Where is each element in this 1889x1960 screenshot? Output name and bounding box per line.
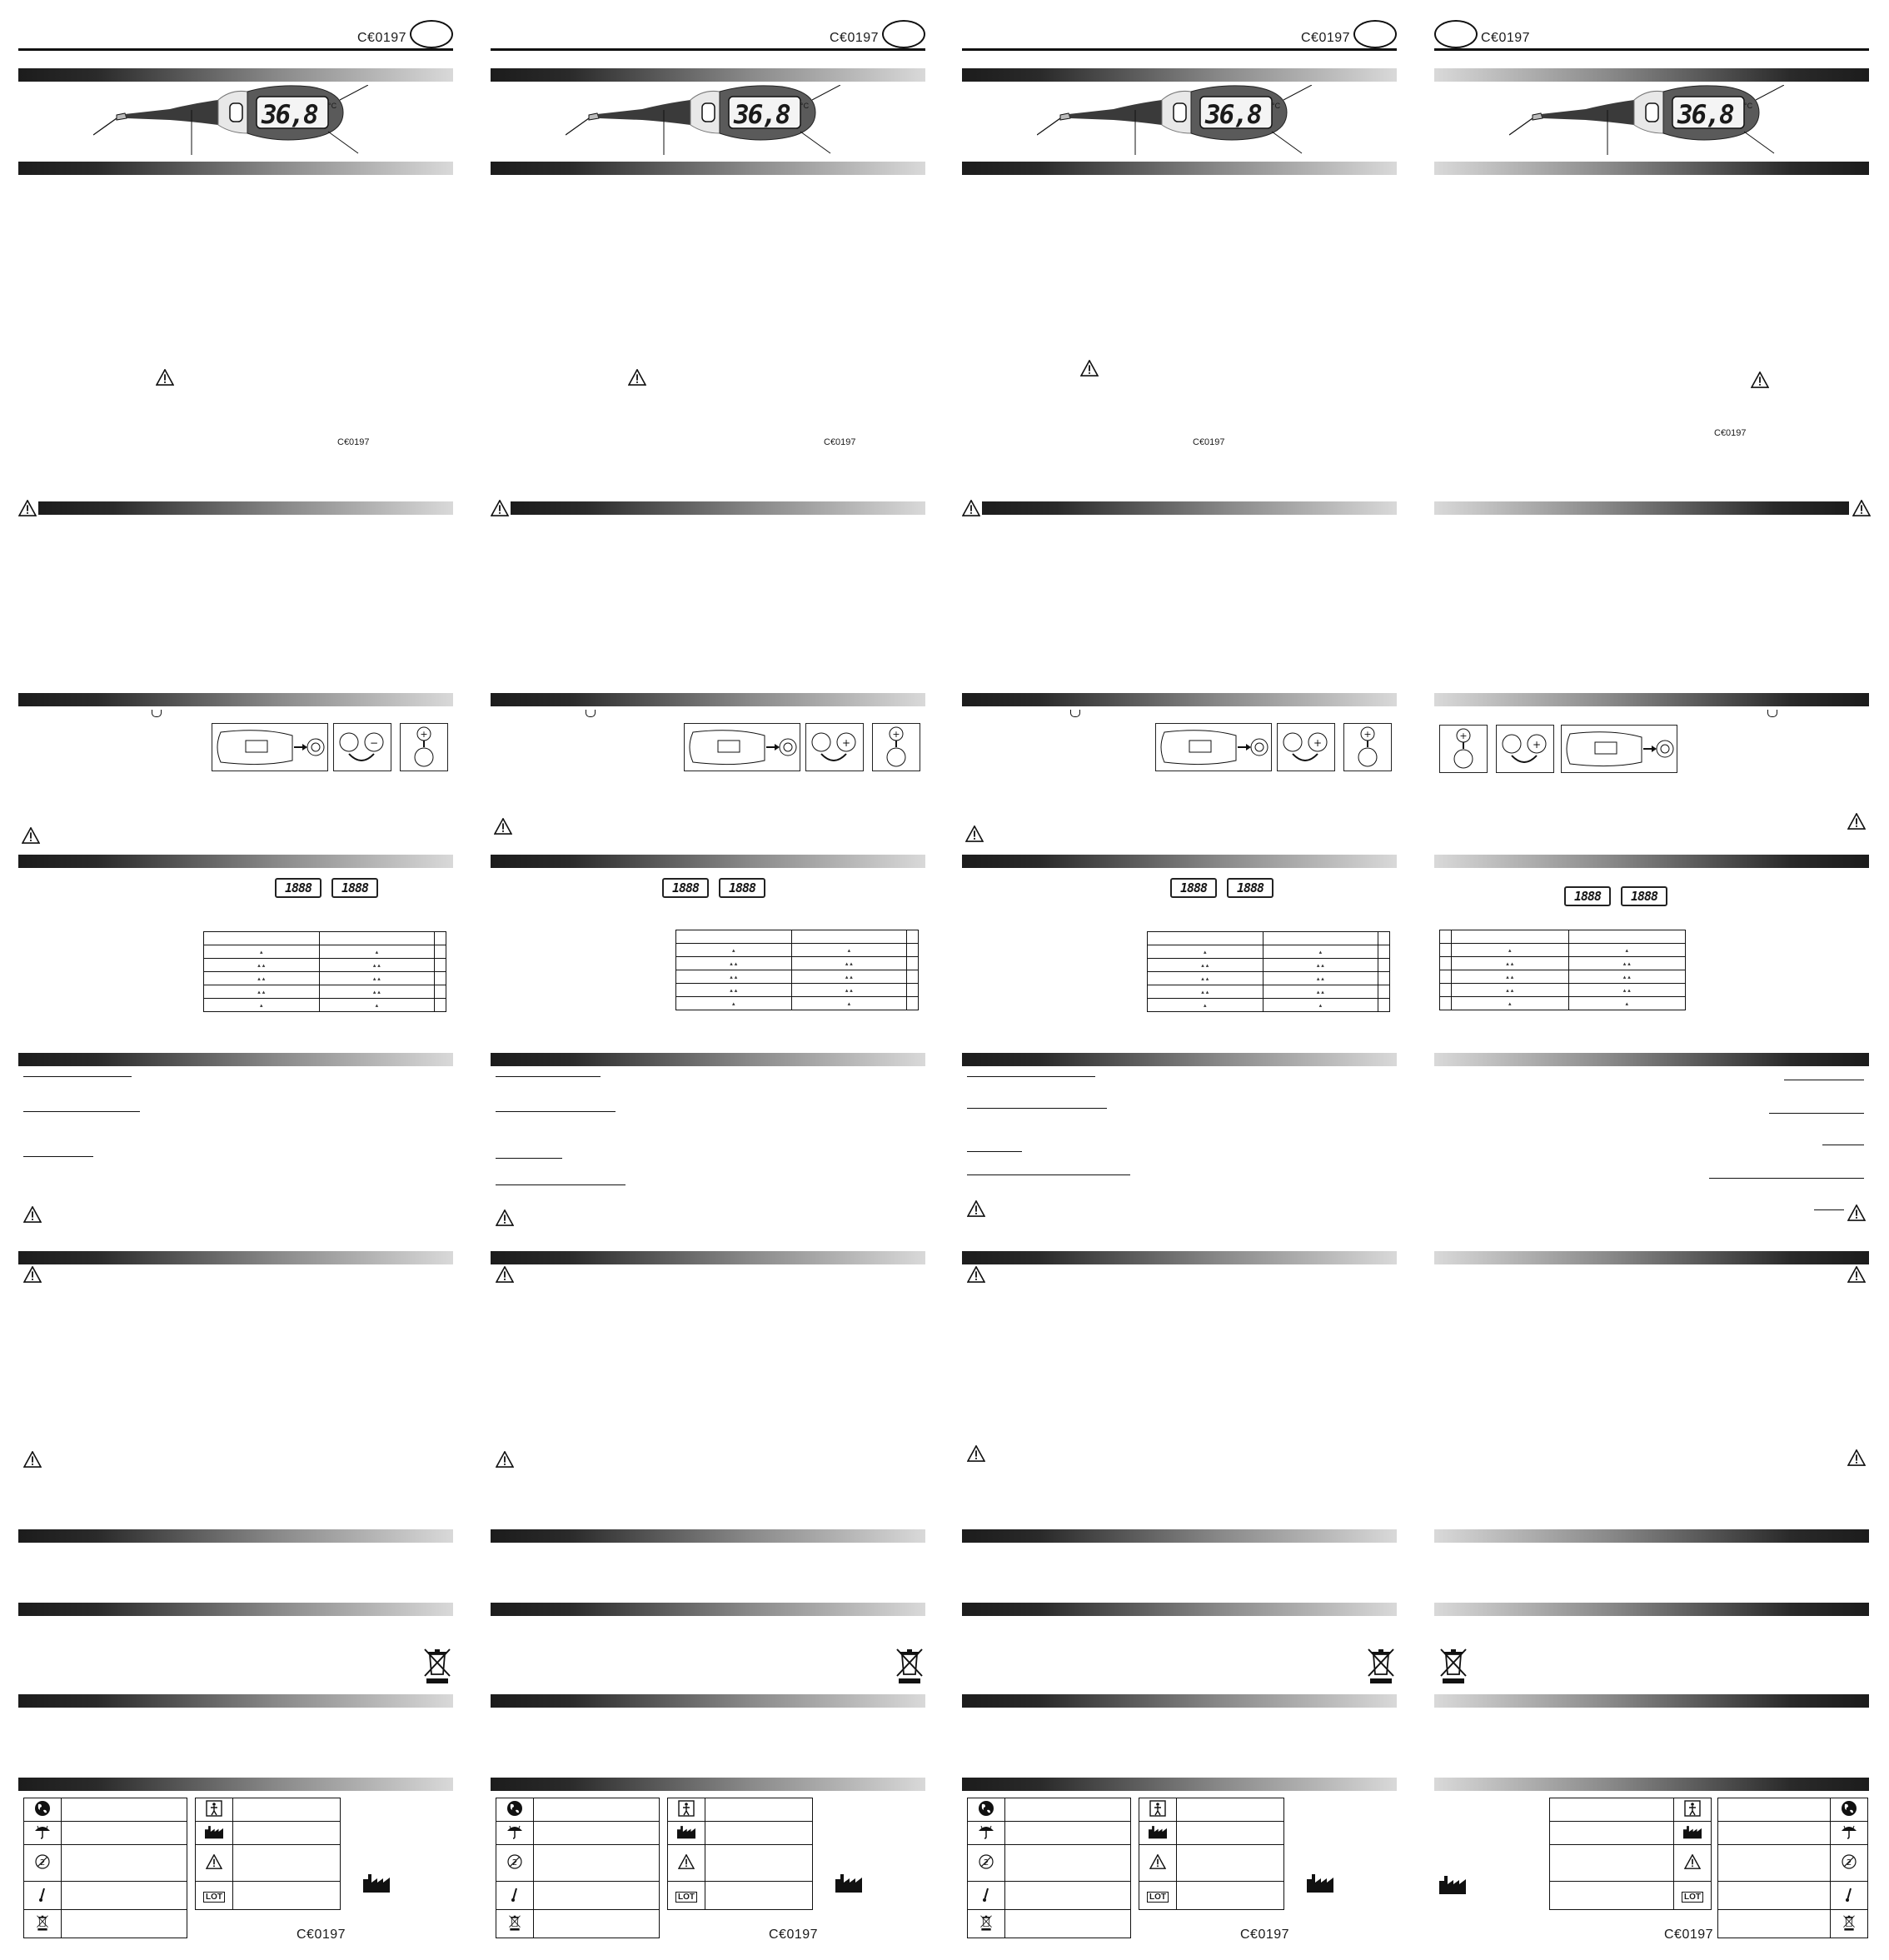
thermometer-icon bbox=[34, 1886, 51, 1903]
svg-text:+: + bbox=[1313, 737, 1323, 749]
no-reuse-icon bbox=[34, 1853, 51, 1870]
svg-text:−: − bbox=[369, 737, 379, 749]
warning-icon bbox=[1847, 1449, 1866, 1466]
bf-applied-part-icon bbox=[1684, 1800, 1701, 1817]
battery-diagram-open bbox=[212, 723, 328, 771]
ce-mark-small: C€0197 bbox=[1193, 437, 1225, 447]
ce-mark: C€0197 bbox=[769, 1928, 819, 1942]
measurement-time-table: ▴ ▴ ▴ ▴ ▴ ▴ ▴ ▴ ▴ ▴ ▴ ▴ ▴ ▴ ▴ ▴ bbox=[1439, 930, 1686, 1010]
lcd-segment-test: 1888 bbox=[719, 878, 765, 898]
underlined-heading bbox=[496, 1076, 601, 1077]
ce-mark: C€0197 bbox=[357, 31, 407, 45]
umbrella-icon bbox=[506, 1823, 523, 1840]
symbols-table-left bbox=[1549, 1798, 1712, 1910]
section-bar bbox=[491, 1251, 925, 1264]
section-bar bbox=[18, 1694, 453, 1708]
weee-disposal-icon bbox=[895, 1646, 924, 1684]
bracket-mark bbox=[586, 710, 596, 717]
warning-icon bbox=[23, 1266, 42, 1283]
lcd-reading: 36,8 bbox=[262, 100, 317, 130]
manufacturer-icon bbox=[363, 1873, 390, 1893]
section-bar bbox=[18, 68, 453, 82]
warning-icon bbox=[491, 500, 509, 516]
warning-icon bbox=[1080, 360, 1099, 377]
thermometer-illustration bbox=[566, 85, 840, 161]
measurement-time-table: ▴ ▴ ▴ ▴ ▴ ▴ ▴ ▴ ▴ ▴ ▴ ▴ ▴ ▴ ▴ ▴ bbox=[675, 930, 919, 1010]
battery-diagram-open bbox=[1155, 723, 1272, 771]
lcd-segment-test: 1888 bbox=[1564, 886, 1611, 906]
symbols-table-left bbox=[496, 1798, 660, 1938]
lcd-segment-test: 1888 bbox=[275, 878, 321, 898]
lcd-segment-test: 1888 bbox=[1227, 878, 1273, 898]
warning-icon bbox=[494, 818, 512, 835]
section-bar bbox=[1434, 1694, 1869, 1708]
section-bar bbox=[491, 1603, 925, 1616]
globe-icon bbox=[34, 1800, 51, 1817]
manual-panel-2 bbox=[491, 0, 927, 1960]
symbols-table-right bbox=[1717, 1798, 1868, 1938]
section-bar bbox=[1434, 68, 1869, 82]
manufacturer-icon bbox=[1307, 1873, 1333, 1893]
ce-mark: C€0197 bbox=[830, 31, 880, 45]
section-bar bbox=[1434, 855, 1869, 868]
lcd-unit: °C bbox=[1744, 102, 1753, 110]
manual-panel-4 bbox=[1434, 0, 1871, 1960]
section-bar bbox=[18, 162, 453, 175]
warning-icon bbox=[18, 500, 37, 516]
battery-diagram-insert bbox=[400, 723, 448, 771]
section-bar bbox=[38, 501, 453, 515]
display-test-icons bbox=[275, 878, 378, 898]
section-bar bbox=[962, 693, 1397, 706]
svg-text:+: + bbox=[420, 729, 428, 740]
manufacturer-icon bbox=[1683, 1824, 1702, 1839]
section-bar bbox=[1434, 1603, 1869, 1616]
header-rule bbox=[1434, 48, 1869, 51]
header-rule bbox=[491, 48, 925, 51]
lot-icon: LOT bbox=[203, 1892, 225, 1903]
lcd-reading: 36,8 bbox=[1677, 100, 1733, 130]
warning-icon bbox=[967, 1200, 985, 1217]
battery-diagram-swap bbox=[333, 723, 391, 771]
section-bar bbox=[962, 1694, 1397, 1708]
battery-diagram-open bbox=[684, 723, 800, 771]
weee-disposal-icon bbox=[1439, 1646, 1468, 1684]
weee-bin-icon bbox=[36, 1914, 49, 1931]
weee-disposal-icon bbox=[423, 1646, 451, 1684]
lcd-reading: 36,8 bbox=[734, 100, 790, 130]
thermometer-illustration bbox=[1509, 85, 1784, 161]
ce-mark-small: C€0197 bbox=[337, 437, 370, 447]
ce-mark: C€0197 bbox=[1664, 1928, 1714, 1942]
thermometer-illustration bbox=[1037, 85, 1312, 161]
manufacturer-icon bbox=[1439, 1874, 1466, 1894]
svg-text:+: + bbox=[892, 729, 900, 740]
svg-text:+: + bbox=[841, 737, 851, 749]
warning-icon bbox=[206, 1854, 222, 1869]
lcd-segment-test: 1888 bbox=[1170, 878, 1217, 898]
warning-icon bbox=[496, 1451, 514, 1468]
warning-icon bbox=[1847, 1204, 1866, 1221]
section-bar bbox=[491, 693, 925, 706]
section-bar bbox=[982, 501, 1397, 515]
section-bar bbox=[491, 1053, 925, 1066]
underlined-heading bbox=[23, 1076, 132, 1077]
warning-icon bbox=[156, 369, 174, 386]
weee-disposal-icon bbox=[1367, 1646, 1395, 1684]
section-bar bbox=[18, 1053, 453, 1066]
underlined-heading bbox=[23, 1111, 140, 1112]
svg-text:+: + bbox=[1532, 739, 1542, 751]
display-test-icons bbox=[1170, 878, 1273, 898]
section-bar bbox=[491, 855, 925, 868]
lcd-segment-test: 1888 bbox=[331, 878, 378, 898]
svg-text:+: + bbox=[1459, 731, 1468, 741]
section-bar bbox=[18, 855, 453, 868]
section-bar bbox=[18, 1603, 453, 1616]
battery-diagram-insert bbox=[1439, 725, 1488, 773]
measurement-time-table: ▴ ▴ ▴ ▴ ▴ ▴ ▴ ▴ ▴ ▴ ▴ ▴ ▴ ▴ ▴ ▴ bbox=[1147, 931, 1390, 1012]
section-bar bbox=[1434, 501, 1849, 515]
warning-icon bbox=[678, 1854, 695, 1869]
display-test-icons bbox=[662, 878, 765, 898]
bracket-mark bbox=[1767, 710, 1777, 717]
section-bar bbox=[962, 1251, 1397, 1264]
section-bar bbox=[962, 1603, 1397, 1616]
no-reuse-icon bbox=[506, 1853, 523, 1870]
battery-diagram-open bbox=[1561, 725, 1677, 773]
warning-icon bbox=[965, 825, 984, 842]
battery-diagram-swap bbox=[1496, 725, 1554, 773]
warning-icon bbox=[967, 1445, 985, 1462]
bf-applied-part-icon bbox=[678, 1800, 695, 1817]
display-test-icons bbox=[1564, 886, 1667, 906]
section-bar bbox=[491, 1778, 925, 1791]
lcd-reading: 36,8 bbox=[1205, 100, 1261, 130]
lcd-segment-test: 1888 bbox=[1621, 886, 1667, 906]
warning-icon bbox=[496, 1209, 514, 1226]
svg-text:+: + bbox=[1363, 729, 1372, 740]
manufacturer-icon bbox=[677, 1824, 695, 1839]
language-badge bbox=[410, 20, 453, 48]
section-bar bbox=[1434, 1251, 1869, 1264]
lcd-unit: °C bbox=[328, 102, 337, 110]
header-rule bbox=[18, 48, 453, 51]
manual-panel-3 bbox=[962, 0, 1398, 1960]
section-bar bbox=[18, 1251, 453, 1264]
thermometer-icon bbox=[1841, 1886, 1857, 1903]
section-bar bbox=[511, 501, 925, 515]
battery-diagram-insert bbox=[1343, 723, 1392, 771]
battery-diagram-insert bbox=[872, 723, 920, 771]
section-bar bbox=[962, 68, 1397, 82]
lot-icon: LOT bbox=[1682, 1892, 1703, 1903]
header-rule bbox=[962, 48, 1397, 51]
underlined-heading bbox=[496, 1158, 562, 1159]
measurement-time-table: ▴ ▴ ▴ ▴ ▴ ▴ ▴ ▴ ▴ ▴ ▴ ▴ ▴ ▴ ▴ ▴ bbox=[203, 931, 446, 1012]
warning-icon bbox=[628, 369, 646, 386]
battery-diagram-swap bbox=[1277, 723, 1335, 771]
section-bar bbox=[1434, 162, 1869, 175]
underlined-heading bbox=[967, 1076, 1095, 1077]
lcd-unit: °C bbox=[1272, 102, 1281, 110]
section-bar bbox=[18, 1529, 453, 1543]
warning-icon bbox=[496, 1266, 514, 1283]
umbrella-icon bbox=[34, 1823, 51, 1840]
thermometer-illustration bbox=[93, 85, 368, 161]
section-bar bbox=[962, 1053, 1397, 1066]
manufacturer-icon bbox=[1149, 1824, 1167, 1839]
umbrella-icon bbox=[978, 1823, 994, 1840]
symbols-table-right bbox=[1139, 1798, 1284, 1910]
section-bar bbox=[18, 1778, 453, 1791]
section-bar bbox=[962, 1778, 1397, 1791]
warning-icon bbox=[22, 827, 40, 844]
warning-icon bbox=[967, 1266, 985, 1283]
battery-diagram-swap bbox=[805, 723, 864, 771]
section-bar bbox=[1434, 1053, 1869, 1066]
language-badge bbox=[882, 20, 925, 48]
ce-mark: C€0197 bbox=[1301, 31, 1351, 45]
globe-icon bbox=[506, 1800, 523, 1817]
manufacturer-icon bbox=[835, 1873, 862, 1893]
no-reuse-icon bbox=[978, 1853, 994, 1870]
thermometer-icon bbox=[978, 1886, 994, 1903]
manual-panel-1 bbox=[18, 0, 455, 1960]
globe-icon bbox=[1841, 1800, 1857, 1817]
lcd-segment-test: 1888 bbox=[662, 878, 709, 898]
bracket-mark bbox=[1070, 710, 1080, 717]
ce-mark: C€0197 bbox=[1240, 1928, 1290, 1942]
underlined-heading bbox=[496, 1111, 616, 1112]
section-bar bbox=[1434, 1529, 1869, 1543]
manufacturer-icon bbox=[205, 1824, 223, 1839]
ce-mark-small: C€0197 bbox=[824, 437, 856, 447]
warning-icon bbox=[23, 1206, 42, 1223]
warning-icon bbox=[1684, 1854, 1701, 1869]
warning-icon bbox=[23, 1451, 42, 1468]
lcd-unit: °C bbox=[800, 102, 810, 110]
weee-bin-icon bbox=[1842, 1914, 1856, 1931]
section-bar bbox=[18, 693, 453, 706]
symbols-table-right bbox=[667, 1798, 813, 1910]
warning-icon bbox=[1847, 1266, 1866, 1283]
underlined-heading bbox=[967, 1108, 1107, 1109]
bf-applied-part-icon bbox=[1149, 1800, 1166, 1817]
underlined-heading bbox=[1769, 1113, 1864, 1114]
thermometer-icon bbox=[506, 1886, 523, 1903]
symbols-table-right bbox=[195, 1798, 341, 1910]
warning-icon bbox=[1852, 500, 1871, 516]
weee-bin-icon bbox=[508, 1914, 521, 1931]
warning-icon bbox=[1847, 813, 1866, 830]
lot-icon: LOT bbox=[1147, 1892, 1169, 1903]
warning-icon bbox=[962, 500, 980, 516]
warning-icon bbox=[1149, 1854, 1166, 1869]
bracket-mark bbox=[152, 710, 162, 717]
section-bar bbox=[962, 1529, 1397, 1543]
ce-mark: C€0197 bbox=[297, 1928, 346, 1942]
section-bar bbox=[491, 68, 925, 82]
warning-icon bbox=[1751, 372, 1769, 388]
ce-mark: C€0197 bbox=[1481, 31, 1531, 45]
umbrella-icon bbox=[1841, 1823, 1857, 1840]
section-bar bbox=[491, 1529, 925, 1543]
globe-icon bbox=[978, 1800, 994, 1817]
underlined-heading bbox=[496, 1184, 626, 1185]
language-badge bbox=[1434, 20, 1478, 48]
underlined-heading bbox=[23, 1156, 93, 1157]
no-reuse-icon bbox=[1841, 1853, 1857, 1870]
section-bar bbox=[962, 162, 1397, 175]
symbols-table-left bbox=[23, 1798, 187, 1938]
section-bar bbox=[491, 162, 925, 175]
underlined-heading bbox=[967, 1151, 1022, 1152]
ce-mark-small: C€0197 bbox=[1714, 428, 1747, 438]
weee-bin-icon bbox=[979, 1914, 993, 1931]
underlined-heading bbox=[1709, 1178, 1864, 1179]
section-bar bbox=[491, 1694, 925, 1708]
section-bar bbox=[1434, 1778, 1869, 1791]
symbols-table-left bbox=[967, 1798, 1131, 1938]
lot-icon: LOT bbox=[675, 1892, 697, 1903]
language-badge bbox=[1353, 20, 1397, 48]
underlined-heading bbox=[1814, 1209, 1844, 1210]
bf-applied-part-icon bbox=[206, 1800, 222, 1817]
section-bar bbox=[1434, 693, 1869, 706]
section-bar bbox=[962, 855, 1397, 868]
